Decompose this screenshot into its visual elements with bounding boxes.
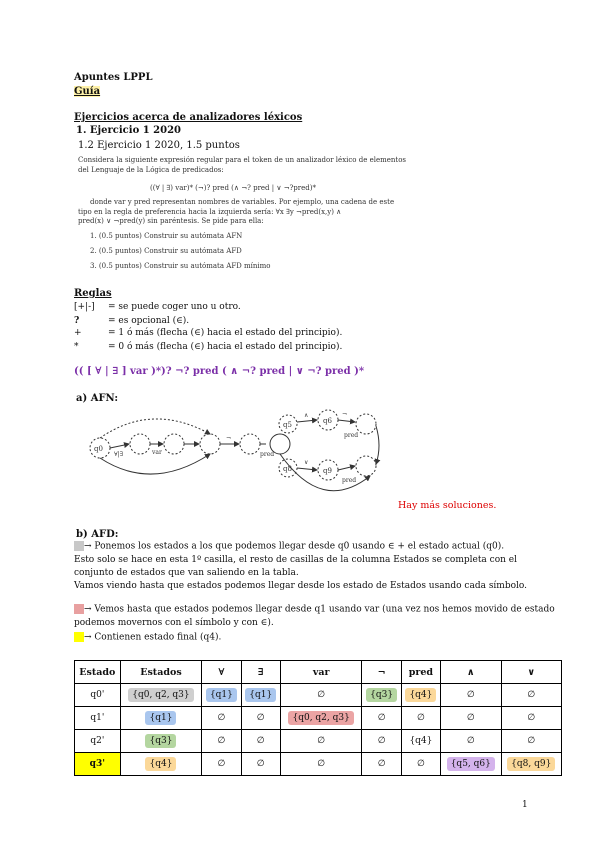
col-header: ∃	[241, 661, 280, 684]
table-cell: ∅	[241, 707, 280, 730]
table-row	[75, 753, 562, 776]
table-cell: {q0, q2, q3}	[280, 707, 362, 730]
afn-state-q6-label: q5	[283, 421, 292, 429]
afn-label: a) AFN:	[76, 393, 119, 404]
table-cell: q1'	[75, 707, 121, 730]
afn-state-q4	[240, 434, 260, 454]
page-number: 1	[522, 800, 528, 810]
table-cell: ∅	[280, 684, 362, 707]
table-row	[75, 707, 562, 730]
table-cell: q0'	[75, 684, 121, 707]
afn-edge-label: ¬	[226, 435, 232, 442]
rule-4-desc: = 0 ó más (flecha (∈) hacia el estado del principio).	[108, 342, 343, 352]
section-title: Ejercicios acerca de analizadores léxicos	[74, 112, 303, 123]
table-cell: ∅	[362, 707, 401, 730]
afn-edge-label: pred	[260, 451, 275, 458]
table-cell: {q4}	[120, 753, 202, 776]
afn-diagram	[82, 404, 382, 514]
table-cell: {q1}	[202, 684, 241, 707]
rule-3-symbol: +	[74, 328, 82, 338]
afn-edge-label: ∨	[304, 459, 309, 466]
table-cell: ∅	[202, 753, 241, 776]
rule-2-symbol: ?	[74, 316, 80, 326]
rule-4-symbol: *	[74, 342, 79, 352]
svg-text:q9: q9	[323, 467, 332, 475]
regex-expression: (( [ ∀ | ∃ ] var )*)? ¬? pred ( ∧ ¬? pred | ∨ ¬? pred )*	[74, 366, 365, 377]
table-cell: {q5, q6}	[441, 753, 501, 776]
statement-q1: 1. (0.5 puntos) Construir su autómata AFN	[90, 232, 243, 240]
afn-edge-label: ∧	[304, 412, 309, 419]
table-cell: ∅	[441, 684, 501, 707]
statement-line-5: pred(x) ∨ ¬pred(y) sin paréntesis. Se pide para ella:	[78, 217, 264, 225]
afn-state-q0-label: q0	[94, 445, 103, 453]
afn-edge-label: pred	[342, 477, 357, 484]
afd-p6: podemos movernos con el símbolo y con ∈).	[74, 618, 274, 628]
afd-p3: conjunto de estados que van saliendo en la tabla.	[74, 568, 299, 578]
afd-p2: Esto solo se hace en esta 1º casilla, el resto de casillas de la columna Estados se completa con el	[74, 555, 517, 565]
table-cell: {q3}	[120, 730, 202, 753]
statement-line-1: Considera la siguiente expresión regular para el token de un analizador léxico de elementos	[78, 156, 407, 164]
table-cell: ∅	[501, 684, 561, 707]
statement-formula: ((∀ | ∃) var)* (¬)? pred (∧ ¬? pred | ∨ ¬?pred)*	[150, 184, 316, 192]
table-cell: {q1}	[241, 684, 280, 707]
afd-label: b) AFD:	[76, 529, 119, 540]
rule-2-desc: = es opcional (∈).	[108, 316, 190, 326]
table-row	[75, 684, 562, 707]
col-header: ¬	[362, 661, 401, 684]
afn-note: Hay más soluciones.	[398, 500, 497, 511]
table-cell: ∅	[441, 707, 501, 730]
table-cell: ∅	[280, 753, 362, 776]
table-cell: ∅	[362, 730, 401, 753]
statement-line-4: tipo en la regla de preferencia hacia la izquierda sería: ∀x ∃y ¬pred(x,y) ∧	[78, 208, 342, 216]
col-header: pred	[401, 661, 440, 684]
afd-p7: → Contienen estado final (q4).	[74, 632, 221, 643]
afn-state-q1	[130, 434, 150, 454]
table-cell: ∅	[280, 730, 362, 753]
afd-p4: Vamos viendo hasta que estados podemos llegar desde los estado de Estados usando cada símbolo.	[74, 581, 528, 591]
afn-edge-label: pred	[344, 432, 359, 439]
table-cell: ∅	[501, 707, 561, 730]
afn-state-q2	[164, 434, 184, 454]
table-cell: ∅	[202, 730, 241, 753]
statement-line-3: donde var y pred representan nombres de variables. Por ejemplo, una cadena de este	[90, 198, 395, 206]
afn-state-q3	[200, 434, 220, 454]
doc-title: Apuntes LPPL	[74, 72, 153, 83]
afn-edge-label: ∀|∃	[114, 451, 123, 458]
table-header-row	[75, 661, 562, 684]
table-cell: ∅	[501, 730, 561, 753]
afn-state-q7-label: q6	[323, 417, 332, 425]
table-row	[75, 730, 562, 753]
table-cell: ∅	[241, 753, 280, 776]
statement-q3: 3. (0.5 puntos) Construir su autómata AFD mínimo	[90, 262, 271, 270]
table-cell: {q1}	[120, 707, 202, 730]
doc-subtitle: Guía	[74, 86, 101, 97]
table-cell: ∅	[241, 730, 280, 753]
table-cell: {q0, q2, q3}	[120, 684, 202, 707]
table-cell: {q4}	[401, 684, 440, 707]
afd-p5: → Vemos hasta que estados podemos llegar desde q1 usando var (una vez nos hemos movido de estado	[74, 604, 555, 615]
col-header: Estados	[120, 661, 202, 684]
table-cell: q2'	[75, 730, 121, 753]
rule-1-desc: = se puede coger uno u otro.	[108, 302, 241, 312]
col-header: var	[280, 661, 362, 684]
red-legend-swatch	[74, 604, 84, 614]
exercise-subheading: 1.2 Ejercicio 1 2020, 1.5 puntos	[78, 140, 240, 151]
afn-state-q8	[356, 414, 376, 434]
table-cell: ∅	[401, 753, 440, 776]
rule-1-symbol: [+|-]	[74, 302, 95, 312]
table-cell: ∅	[441, 730, 501, 753]
rule-3-desc: = 1 ó más (flecha (∈) hacia el estado del principio).	[108, 328, 343, 338]
table-cell: q3'	[75, 753, 121, 776]
col-header: ∨	[501, 661, 561, 684]
table-cell: {q3}	[362, 684, 401, 707]
afd-p1: → Ponemos los estados a los que podemos llegar desde q0 usando ∈ + el estado actual (q0).	[74, 541, 504, 552]
table-cell: ∅	[362, 753, 401, 776]
col-header: ∀	[202, 661, 241, 684]
afn-edge-label: var	[152, 449, 162, 456]
afn-state-q5	[270, 434, 290, 454]
gray-legend-swatch	[74, 541, 84, 551]
table-cell: ∅	[401, 707, 440, 730]
rules-title: Reglas	[74, 288, 112, 299]
table-cell: {q8, q9}	[501, 753, 561, 776]
col-header: Estado	[75, 661, 121, 684]
afn-edge-label: ¬	[342, 411, 348, 418]
svg-text:q8: q8	[283, 465, 292, 473]
statement-line-2: del Lenguaje de la Lógica de predicados:	[78, 166, 224, 174]
afd-table	[74, 660, 562, 776]
col-header: ∧	[441, 661, 501, 684]
yellow-legend-swatch	[74, 632, 84, 642]
table-cell: ∅	[202, 707, 241, 730]
exercise-heading: 1. Ejercicio 1 2020	[76, 125, 181, 136]
table-cell: {q4}	[401, 730, 440, 753]
statement-q2: 2. (0.5 puntos) Construir su autómata AFD	[90, 247, 242, 255]
